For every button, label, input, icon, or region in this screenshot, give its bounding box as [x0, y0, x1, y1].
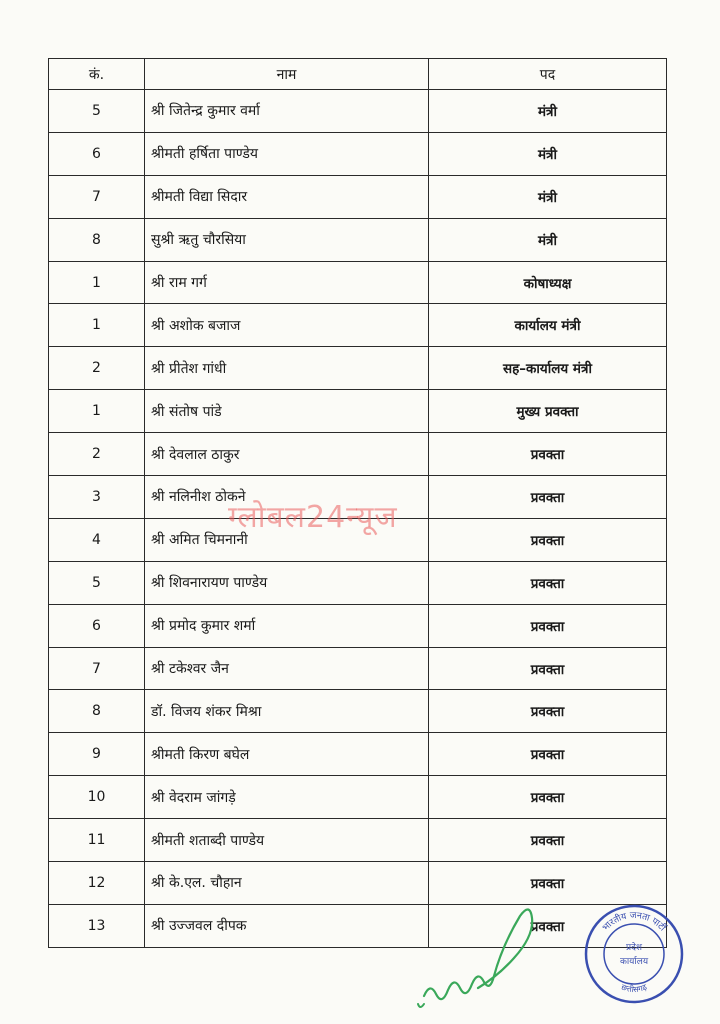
- table-row: [49, 433, 667, 476]
- row-serial: 10: [49, 776, 145, 819]
- row-serial: 7: [49, 647, 145, 690]
- row-post: प्रवक्ता: [429, 561, 667, 604]
- row-name: श्री प्रीतेश गांधी: [145, 347, 429, 390]
- table-row: [49, 904, 667, 947]
- row-post: प्रवक्ता: [429, 518, 667, 561]
- table-body: [49, 90, 667, 948]
- row-post: मंत्री: [429, 132, 667, 175]
- seal-top-text: भारतीय जनता पार्टी: [600, 910, 668, 934]
- row-name: सुश्री ऋतु चौरसिया: [145, 218, 429, 261]
- office-seal: [582, 902, 686, 1006]
- row-serial: 9: [49, 733, 145, 776]
- row-serial: 6: [49, 132, 145, 175]
- table-row: [49, 604, 667, 647]
- table-row: [49, 862, 667, 905]
- row-post: प्रवक्ता: [429, 733, 667, 776]
- row-post: मंत्री: [429, 90, 667, 133]
- row-serial: 8: [49, 690, 145, 733]
- row-serial: 2: [49, 347, 145, 390]
- row-name: श्री राम गर्ग: [145, 261, 429, 304]
- row-post: कोषाध्यक्ष: [429, 261, 667, 304]
- table-row: [49, 390, 667, 433]
- table-row: [49, 304, 667, 347]
- row-name: श्रीमती विद्या सिदार: [145, 175, 429, 218]
- table-row: [49, 347, 667, 390]
- row-post: मुख्य प्रवक्ता: [429, 390, 667, 433]
- row-name: श्री टकेश्वर जैन: [145, 647, 429, 690]
- row-serial: 8: [49, 218, 145, 261]
- office-bearers-table: [48, 58, 667, 948]
- signature-mark: [404, 896, 544, 1012]
- table-row: [49, 690, 667, 733]
- table-row: [49, 819, 667, 862]
- row-name: श्री अशोक बजाज: [145, 304, 429, 347]
- table-row: [49, 476, 667, 519]
- row-name: श्रीमती हर्षिता पाण्डेय: [145, 132, 429, 175]
- row-serial: 5: [49, 561, 145, 604]
- row-name: श्री शिवनारायण पाण्डेय: [145, 561, 429, 604]
- row-name: श्रीमती शताब्दी पाण्डेय: [145, 819, 429, 862]
- row-serial: 2: [49, 433, 145, 476]
- document-sheet: [48, 58, 666, 948]
- seal-rim-text: छत्तीसगढ़: [619, 982, 649, 995]
- table-row: [49, 561, 667, 604]
- row-post: प्रवक्ता: [429, 904, 667, 947]
- header-serial: कं.: [49, 59, 145, 90]
- header-post: पद: [429, 59, 667, 90]
- table-row: [49, 776, 667, 819]
- row-name: श्री उज्जवल दीपक: [145, 904, 429, 947]
- row-serial: 1: [49, 390, 145, 433]
- row-post: प्रवक्ता: [429, 862, 667, 905]
- watermark: ग्लोबल24न्यूज: [228, 500, 398, 535]
- row-serial: 1: [49, 304, 145, 347]
- row-post: मंत्री: [429, 175, 667, 218]
- table-row: [49, 518, 667, 561]
- row-serial: 11: [49, 819, 145, 862]
- row-serial: 5: [49, 90, 145, 133]
- row-post: प्रवक्ता: [429, 476, 667, 519]
- table-row: [49, 175, 667, 218]
- row-name: श्री प्रमोद कुमार शर्मा: [145, 604, 429, 647]
- table-row: [49, 733, 667, 776]
- row-name: श्री देवलाल ठाकुर: [145, 433, 429, 476]
- row-post: मंत्री: [429, 218, 667, 261]
- table-row: [49, 90, 667, 133]
- row-post: प्रवक्ता: [429, 690, 667, 733]
- row-name: श्री नलिनीश ठोकने: [145, 476, 429, 519]
- row-name: श्रीमती किरण बघेल: [145, 733, 429, 776]
- row-serial: 3: [49, 476, 145, 519]
- seal-bottom-text: कार्यालय: [619, 957, 649, 967]
- row-post: प्रवक्ता: [429, 776, 667, 819]
- row-serial: 1: [49, 261, 145, 304]
- row-name: श्री संतोष पांडे: [145, 390, 429, 433]
- row-post: प्रवक्ता: [429, 433, 667, 476]
- row-name: श्री अमित चिमनानी: [145, 518, 429, 561]
- row-name: श्री के.एल. चौहान: [145, 862, 429, 905]
- row-name: डॉ. विजय शंकर मिश्रा: [145, 690, 429, 733]
- row-post: प्रवक्ता: [429, 647, 667, 690]
- header-name: नाम: [145, 59, 429, 90]
- table-row: [49, 261, 667, 304]
- row-post: प्रवक्ता: [429, 604, 667, 647]
- row-post: प्रवक्ता: [429, 819, 667, 862]
- row-serial: 13: [49, 904, 145, 947]
- seal-middle-text: प्रदेश: [625, 943, 643, 953]
- row-post: सह–कार्यालय मंत्री: [429, 347, 667, 390]
- row-serial: 4: [49, 518, 145, 561]
- table-row: [49, 132, 667, 175]
- row-serial: 12: [49, 862, 145, 905]
- table-row: [49, 647, 667, 690]
- row-name: श्री जितेन्द्र कुमार वर्मा: [145, 90, 429, 133]
- table-row: [49, 218, 667, 261]
- row-name: श्री वेदराम जांगड़े: [145, 776, 429, 819]
- row-post: कार्यालय मंत्री: [429, 304, 667, 347]
- row-serial: 7: [49, 175, 145, 218]
- table-header-row: [49, 59, 667, 90]
- row-serial: 6: [49, 604, 145, 647]
